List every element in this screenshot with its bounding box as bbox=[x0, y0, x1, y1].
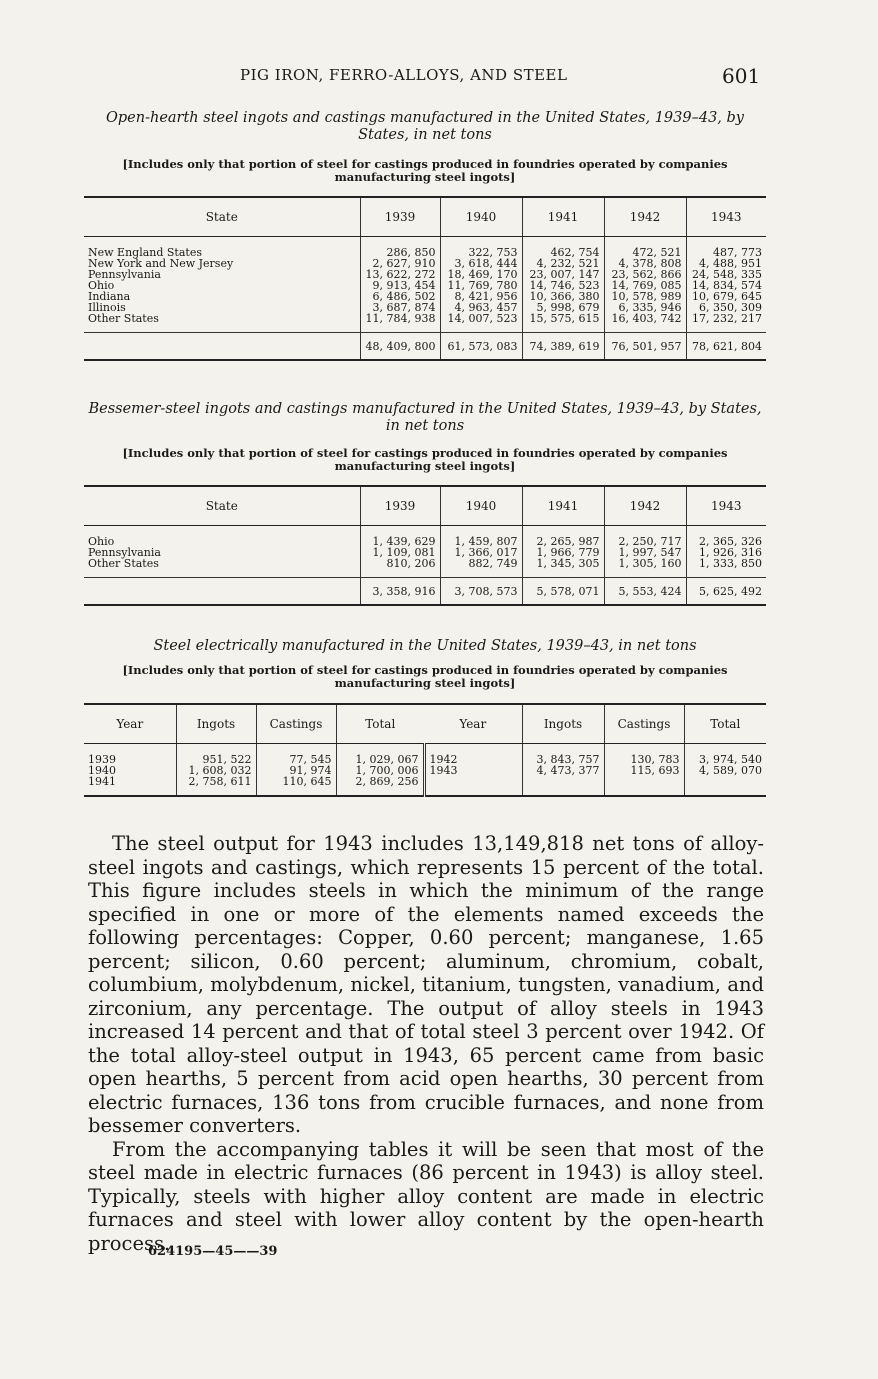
value-cell: 9, 913, 454 bbox=[360, 280, 440, 291]
value-cell: 882, 749 bbox=[440, 558, 522, 578]
value-cell: 1, 997, 547 bbox=[604, 547, 686, 558]
value-cell: 322, 753 bbox=[440, 237, 522, 259]
total-cell: 1, 029, 067 bbox=[336, 744, 424, 766]
ingots-cell: 2, 758, 611 bbox=[176, 776, 256, 796]
column-header: 1940 bbox=[440, 486, 522, 526]
castings-cell: 130, 783 bbox=[604, 744, 684, 766]
total-cell bbox=[684, 776, 766, 796]
column-header: 1941 bbox=[522, 486, 604, 526]
value-cell: 23, 007, 147 bbox=[522, 269, 604, 280]
year-cell: 1940 bbox=[88, 764, 116, 777]
total-row bbox=[84, 578, 766, 606]
value-cell: 487, 773 bbox=[686, 237, 766, 259]
value-cell: 6, 350, 309 bbox=[686, 302, 766, 313]
value-cell: 462, 754 bbox=[522, 237, 604, 259]
total-label-cell bbox=[84, 333, 360, 361]
castings-cell: 77, 545 bbox=[256, 744, 336, 766]
column-header: Ingots bbox=[176, 704, 256, 744]
table-row bbox=[84, 765, 766, 776]
value-cell: 2, 627, 910 bbox=[360, 258, 440, 269]
value-cell: 1, 305, 160 bbox=[604, 558, 686, 578]
castings-cell: 115, 693 bbox=[604, 765, 684, 776]
state-cell: Illinois bbox=[88, 301, 126, 314]
column-header: 1941 bbox=[522, 197, 604, 237]
state-cell: Ohio bbox=[88, 279, 115, 292]
value-cell: 15, 575, 615 bbox=[522, 313, 604, 333]
column-header: Total bbox=[336, 704, 424, 744]
page-number: 601 bbox=[722, 64, 761, 88]
value-cell: 16, 403, 742 bbox=[604, 313, 686, 333]
table-header-row bbox=[84, 486, 766, 526]
value-cell: 13, 622, 272 bbox=[360, 269, 440, 280]
value-cell: 4, 378, 808 bbox=[604, 258, 686, 269]
total-cell: 5, 578, 071 bbox=[522, 578, 604, 606]
year-cell: 1943 bbox=[424, 765, 522, 776]
value-cell: 17, 232, 217 bbox=[686, 313, 766, 333]
ingots-cell: 3, 843, 757 bbox=[522, 744, 604, 766]
total-cell: 74, 389, 619 bbox=[522, 333, 604, 361]
table-row bbox=[84, 558, 766, 578]
table-row bbox=[84, 776, 766, 796]
total-label-cell bbox=[84, 578, 360, 606]
ingots-cell: 951, 522 bbox=[176, 744, 256, 766]
column-header: State bbox=[84, 197, 360, 237]
value-cell: 8, 421, 956 bbox=[440, 291, 522, 302]
ingots-cell bbox=[522, 776, 604, 796]
total-cell: 3, 708, 573 bbox=[440, 578, 522, 606]
state-cell: Other States bbox=[88, 312, 159, 325]
value-cell: 6, 486, 502 bbox=[360, 291, 440, 302]
year-cell: 1939 bbox=[88, 753, 116, 766]
value-cell: 1, 966, 779 bbox=[522, 547, 604, 558]
value-cell: 1, 333, 850 bbox=[686, 558, 766, 578]
bessemer-table bbox=[84, 485, 766, 606]
column-header: 1939 bbox=[360, 486, 440, 526]
value-cell: 11, 769, 780 bbox=[440, 280, 522, 291]
state-cell: Other States bbox=[88, 557, 159, 570]
state-cell: New York and New Jersey bbox=[88, 257, 234, 270]
value-cell: 14, 769, 085 bbox=[604, 280, 686, 291]
total-cell: 76, 501, 957 bbox=[604, 333, 686, 361]
paragraph: From the accompanying tables it will be seen that most of the steel made in electric furnaces (86 percent in 1943) is alloy steel. Typically, steels with higher alloy content are made in electric furnaces and steel with lower alloy content by the open-hearth process. bbox=[88, 1137, 764, 1255]
table-header-row bbox=[84, 704, 766, 744]
value-cell: 10, 578, 989 bbox=[604, 291, 686, 302]
value-cell: 4, 488, 951 bbox=[686, 258, 766, 269]
total-cell: 48, 409, 800 bbox=[360, 333, 440, 361]
electric-body bbox=[84, 744, 766, 797]
column-header: 1943 bbox=[686, 486, 766, 526]
value-cell: 2, 265, 987 bbox=[522, 526, 604, 548]
total-cell: 78, 621, 804 bbox=[686, 333, 766, 361]
value-cell: 23, 562, 866 bbox=[604, 269, 686, 280]
total-cell: 61, 573, 083 bbox=[440, 333, 522, 361]
table-header-row bbox=[84, 197, 766, 237]
table-row bbox=[84, 313, 766, 333]
column-header: 1942 bbox=[604, 197, 686, 237]
bessemer-note: [Includes only that portion of steel for castings produced in foundries operated by companies manufacturing steel ingots] bbox=[122, 446, 728, 473]
value-cell: 1, 459, 807 bbox=[440, 526, 522, 548]
value-cell: 2, 365, 326 bbox=[686, 526, 766, 548]
column-header: Year bbox=[84, 704, 176, 744]
table-row bbox=[84, 526, 766, 548]
column-header: Ingots bbox=[522, 704, 604, 744]
value-cell: 810, 206 bbox=[360, 558, 440, 578]
paragraph: The steel output for 1943 includes 13,149,818 net tons of alloy-steel ingots and castings, which represents 15 percent of the total. This figure includes steels in which the minimum of the range specified in one or more of the elements named exceeds the following percentages: Copper, 0.60 percent; manganese, 1.65 percent; silicon, 0.60 percent; aluminum, chromium, cobalt, columbium, molybdenum, nickel, titanium, tungsten, vanadium, and zirconium, any percentage. The output of alloy steels in 1943 increased 14 percent and that of total steel 3 percent over 1942. Of the total alloy-steel output in 1943, 65 percent came from basic open hearths, 5 percent from acid open hearths, 30 percent from electric furnaces, 136 tons from crucible furnaces, and none from bessemer converters. bbox=[88, 832, 764, 1137]
bessemer-body bbox=[84, 526, 766, 606]
electric-caption: Steel electrically manufactured in the United States, 1939–43, in net tons bbox=[153, 638, 697, 654]
value-cell: 1, 439, 629 bbox=[360, 526, 440, 548]
electric-note: [Includes only that portion of steel for castings produced in foundries operated by companies manufacturing steel ingots] bbox=[122, 663, 728, 690]
value-cell: 14, 746, 523 bbox=[522, 280, 604, 291]
year-cell: 1941 bbox=[84, 776, 176, 796]
open-hearth-note: [Includes only that portion of steel for castings produced in foundries operated by companies manufacturing steel ingots] bbox=[122, 157, 728, 184]
body-text bbox=[88, 832, 764, 1255]
castings-cell bbox=[604, 776, 684, 796]
value-cell: 3, 687, 874 bbox=[360, 302, 440, 313]
value-cell: 3, 618, 444 bbox=[440, 258, 522, 269]
total-cell: 3, 358, 916 bbox=[360, 578, 440, 606]
total-row bbox=[84, 333, 766, 361]
value-cell: 10, 679, 645 bbox=[686, 291, 766, 302]
state-cell: Indiana bbox=[88, 290, 131, 303]
running-head-title: PIG IRON, FERRO-ALLOYS, AND STEEL bbox=[240, 66, 568, 84]
bessemer-caption: Bessemer-steel ingots and castings manufactured in the United States, 1939–43, by States, in net tons bbox=[88, 401, 762, 434]
value-cell: 11, 784, 938 bbox=[360, 313, 440, 333]
value-cell: 1, 345, 305 bbox=[522, 558, 604, 578]
total-cell: 4, 589, 070 bbox=[684, 765, 766, 776]
ingots-cell: 1, 608, 032 bbox=[176, 765, 256, 776]
column-header: 1940 bbox=[440, 197, 522, 237]
printer-code: 624195—45——39 bbox=[148, 1244, 278, 1259]
value-cell: 10, 366, 380 bbox=[522, 291, 604, 302]
value-cell: 4, 963, 457 bbox=[440, 302, 522, 313]
value-cell: 4, 232, 521 bbox=[522, 258, 604, 269]
total-cell: 1, 700, 006 bbox=[336, 765, 424, 776]
value-cell: 14, 007, 523 bbox=[440, 313, 522, 333]
open-hearth-body bbox=[84, 237, 766, 361]
total-cell: 5, 625, 492 bbox=[686, 578, 766, 606]
value-cell: 2, 250, 717 bbox=[604, 526, 686, 548]
year-cell: 1942 bbox=[424, 744, 522, 766]
value-cell: 6, 335, 946 bbox=[604, 302, 686, 313]
total-cell: 2, 869, 256 bbox=[336, 776, 424, 796]
castings-cell: 91, 974 bbox=[256, 765, 336, 776]
column-header: Castings bbox=[256, 704, 336, 744]
ingots-cell: 4, 473, 377 bbox=[522, 765, 604, 776]
column-header: State bbox=[84, 486, 360, 526]
value-cell: 18, 469, 170 bbox=[440, 269, 522, 280]
electric-table bbox=[84, 703, 766, 797]
value-cell: 286, 850 bbox=[360, 237, 440, 259]
column-header: 1942 bbox=[604, 486, 686, 526]
value-cell: 472, 521 bbox=[604, 237, 686, 259]
column-header: Total bbox=[684, 704, 766, 744]
column-header: Castings bbox=[604, 704, 684, 744]
value-cell: 1, 109, 081 bbox=[360, 547, 440, 558]
column-header: Year bbox=[424, 704, 522, 744]
total-cell: 5, 553, 424 bbox=[604, 578, 686, 606]
value-cell: 1, 366, 017 bbox=[440, 547, 522, 558]
table-row bbox=[84, 237, 766, 259]
value-cell: 5, 998, 679 bbox=[522, 302, 604, 313]
value-cell: 1, 926, 316 bbox=[686, 547, 766, 558]
state-cell: Pennsylvania bbox=[88, 546, 161, 559]
running-head bbox=[0, 64, 878, 88]
state-cell: Pennsylvania bbox=[88, 268, 161, 281]
year-cell bbox=[424, 776, 522, 796]
column-header: 1939 bbox=[360, 197, 440, 237]
table-row bbox=[84, 744, 766, 766]
castings-cell: 110, 645 bbox=[256, 776, 336, 796]
value-cell: 14, 834, 574 bbox=[686, 280, 766, 291]
state-cell: Ohio bbox=[88, 535, 115, 548]
open-hearth-table bbox=[84, 196, 766, 361]
open-hearth-caption: Open-hearth steel ingots and castings manufactured in the United States, 1939–43, by States, in net tons bbox=[106, 110, 744, 143]
state-cell: New England States bbox=[88, 246, 202, 259]
value-cell: 24, 548, 335 bbox=[686, 269, 766, 280]
total-cell: 3, 974, 540 bbox=[684, 744, 766, 766]
column-header: 1943 bbox=[686, 197, 766, 237]
